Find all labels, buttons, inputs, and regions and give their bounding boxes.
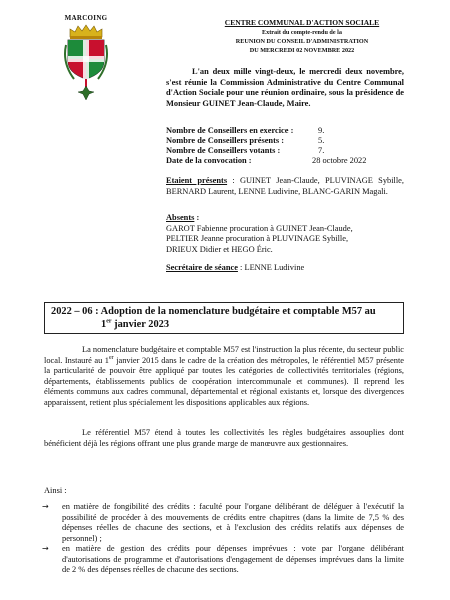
count-presents-value: 5. xyxy=(318,136,325,145)
absent-line-2: PELTIER Jeanne procuration à PLUVINAGE Sybille, xyxy=(166,234,349,243)
bullet-text-1: en matière de fongibilité des crédits : faculté pour l'organe délibérant de déléguer à l'exécutif la possibilité de procéder à des mouvements de crédits entre chapitres (dans la limite de 7,5 % des dépenses réelles de chacune des sections, et à l'exclusion des crédits relatifs aux dépenses de personnel) ; xyxy=(62,502,404,543)
presents-label: Etaient présents xyxy=(166,176,228,185)
paragraph-2-text: Le référentiel M57 étend à toutes les collectivités les règles budgétaires assouplies dont bénéficient déjà les régions offrant une plus grande marge de manœuvre aux gestionnaires. xyxy=(44,428,404,448)
paragraph-2 xyxy=(44,428,404,449)
paragraph-1-ordinal: er xyxy=(109,354,114,361)
arrow-icon: → xyxy=(42,544,49,553)
convocation-date xyxy=(166,156,426,166)
presents-text: : GUINET Jean-Claude, PLUVINAGE Sybille, BERNARD Laurent, LENNE Ludivine, BLANC-GARIN Magali. xyxy=(166,176,404,196)
count-votants-value: 7. xyxy=(318,146,325,155)
header-line-1: Extrait du compte-rendu de la xyxy=(262,29,342,36)
secretary-label: Secrétaire de séance xyxy=(166,263,238,272)
absents-label-suffix: : xyxy=(194,213,200,222)
count-exercice xyxy=(166,126,426,136)
count-presents xyxy=(166,136,426,146)
arrow-icon: → xyxy=(42,502,49,511)
absent-line-3: DRIEUX Didier et HEGO Éric. xyxy=(166,244,273,254)
title-ordinal: er xyxy=(106,318,112,325)
header-line-3: DU MERCREDI 02 NOVEMBRE 2022 xyxy=(249,47,355,54)
count-exercice-value: 9. xyxy=(318,126,325,135)
count-exercice-label: Nombre de Conseillers en exercice : xyxy=(166,126,294,135)
secretary-section xyxy=(166,263,404,272)
count-votants xyxy=(166,146,426,156)
paragraph-1-part-1: La nomenclature budgétaire et comptable M57 est l'instruction la plus récente, du secteur public local. Instauré au 1 xyxy=(44,345,404,365)
convocation-value: 28 octobre 2022 xyxy=(312,156,367,165)
town-logo xyxy=(58,14,114,103)
coat-of-arms-icon xyxy=(62,23,110,103)
count-presents-label: Nombre de Conseillers présents : xyxy=(166,136,285,145)
logo-text: MARCOING xyxy=(64,14,108,22)
deliberation-title-line-1: 2022 – 06 : Adoption de la nomenclature budgétaire et comptable M57 au xyxy=(51,306,376,317)
deliberation-title xyxy=(51,306,399,331)
absents-section xyxy=(166,213,404,255)
paragraph-1-part-2: janvier 2015 dans le cadre de la création des métropoles, le référentiel M57 présente la particularité de pouvoir être appliqué par toutes les catégories de collectivités territoriales (régions, départements, établissements publics de coopération intercommunale et communes). Il reprend les éléments communs aux cadres communal, départemental et régional existants et, lorsque des divergences apparaissent, retient plus spécialement les dispositions applicables aux régions. xyxy=(44,355,405,407)
absents-label: Absents xyxy=(166,213,195,222)
presents-section xyxy=(166,176,404,197)
convocation-label: Date de la convocation : xyxy=(166,156,252,165)
bullet-item xyxy=(42,544,404,576)
count-votants-label: Nombre de Conseillers votants : xyxy=(166,146,281,155)
title-month-year: janvier 2023 xyxy=(111,318,170,330)
intro-text: L'an deux mille vingt-deux, le mercredi deux novembre, s'est réunie la Commission Administrative du Centre Communal d'Action Sociale pour une réunion ordinaire, sous la présidence de Monsieur GUINET Jean-Claude, Maire. xyxy=(166,67,404,108)
deliberation-title-box xyxy=(44,302,404,334)
bullet-item xyxy=(42,502,404,544)
bullet-text-2: en matière de gestion des crédits pour dépenses imprévues : vote par l'organe délibérant d'autorisations de programme et d'autorisations d'engagement de dépenses imprévues dans la limite de 2 % des dépenses réelles de chacune des sections. xyxy=(62,544,404,575)
ainsi-label: Ainsi : xyxy=(44,486,67,495)
intro-paragraph xyxy=(166,67,404,109)
header-line-2: REUNION DU CONSEIL D'ADMINISTRATION xyxy=(235,38,369,45)
header-title: CENTRE COMMUNAL D'ACTION SOCIALE xyxy=(224,18,380,27)
absent-line-1: GAROT Fabienne procuration à GUINET Jean-Claude, xyxy=(166,223,353,233)
title-day: 1 xyxy=(101,318,107,330)
secretary-text: : LENNE Ludivine xyxy=(237,263,305,272)
deliberation-title-line-2 xyxy=(51,319,399,332)
attendance-counts xyxy=(166,126,426,166)
document-header xyxy=(218,18,386,55)
paragraph-1 xyxy=(44,345,404,409)
